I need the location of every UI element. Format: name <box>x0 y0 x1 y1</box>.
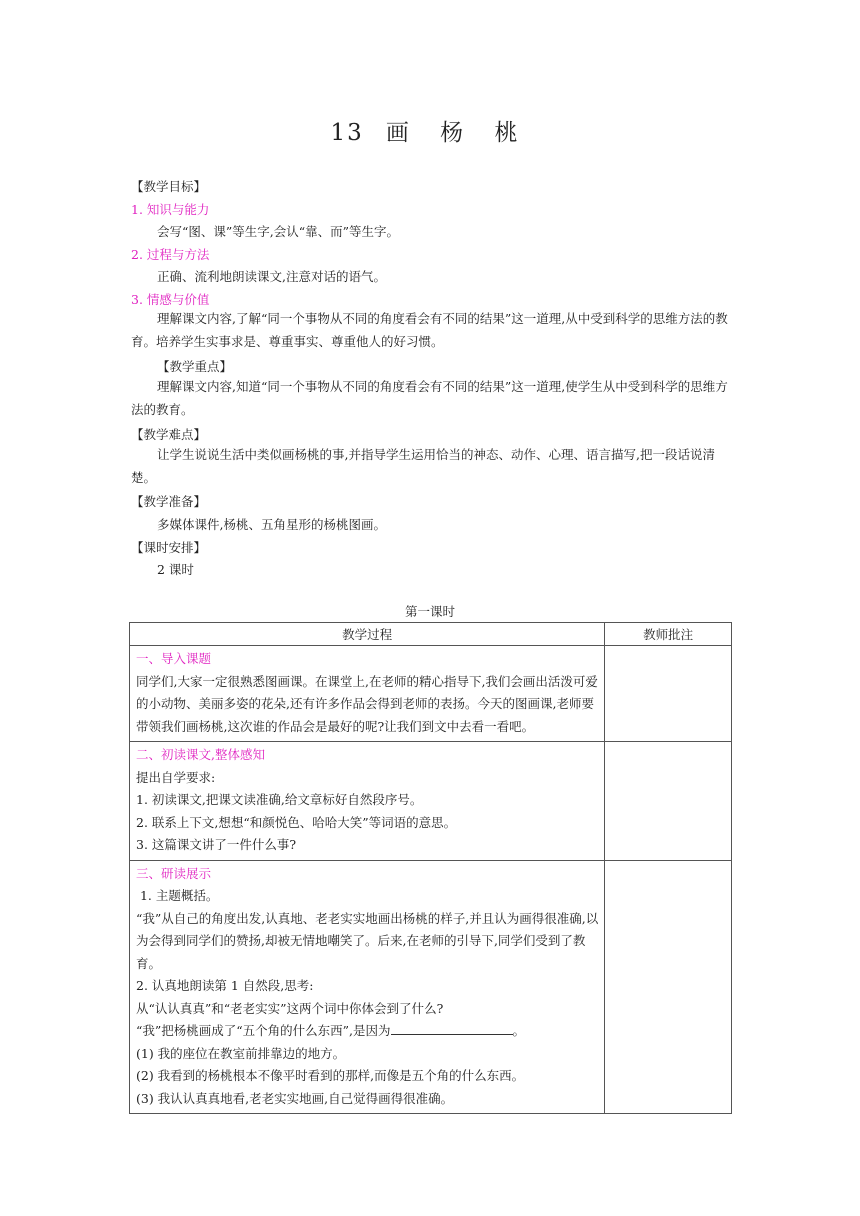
preparation-text: 多媒体课件,杨桃、五角星形的杨桃图画。 <box>157 517 386 532</box>
question-suffix: 。 <box>512 1023 526 1038</box>
process-cell <box>130 860 605 1114</box>
notes-column-header: 教师批注 <box>605 623 732 646</box>
process-column-header: 教学过程 <box>130 623 605 646</box>
step-text: 1. 初读课文,把课文读准确,给文章标好自然段序号。 <box>136 792 423 807</box>
lesson-process-table <box>129 622 732 1114</box>
difficulty-text: 让学生说说生活中类似画杨桃的事,并指导学生运用恰当的神态、动作、心理、语言描写,把一段话说清楚。 <box>131 447 715 485</box>
step-text: 同学们,大家一定很熟悉图画课。在课堂上,在老师的精心指导下,我们会画出活泼可爱的小动物、美丽多姿的花朵,还有许多作品会得到老师的表扬。今天的图画课,老师要带领我们画杨桃,这次谁的作品会是最好的呢?让我们到文中去看一看吧。 <box>136 673 598 734</box>
objective-3-heading: 3. 情感与价值 <box>131 292 210 307</box>
fill-in-question <box>136 1020 598 1043</box>
notes-cell <box>605 646 732 742</box>
objective-2-heading: 2. 过程与方法 <box>131 247 210 262</box>
notes-cell <box>605 860 732 1114</box>
step-heading: 二、初读课文,整体感知 <box>136 747 265 762</box>
step-text: 从“认认真真”和“老老实实”这两个词中你体会到了什么? <box>136 1000 444 1016</box>
schedule-heading: 【课时安排】 <box>131 540 207 555</box>
answer-option: (1) 我的座位在教室前排靠边的地方。 <box>136 1045 346 1061</box>
step-heading: 一、导入课题 <box>136 651 212 666</box>
process-cell <box>130 742 605 861</box>
schedule-text: 2 课时 <box>157 562 194 577</box>
answer-option: (3) 我认认真真地看,老老实实地画,自己觉得画得很准确。 <box>136 1090 454 1106</box>
page-title <box>0 114 860 147</box>
answer-option: (2) 我看到的杨桃根本不像平时看到的那样,而像是五个角的什么东西。 <box>136 1068 525 1083</box>
preparation-heading: 【教学准备】 <box>131 494 207 509</box>
step-text: “我”从自己的角度出发,认真地、老老实实地画出杨桃的样子,并且认为画得很准确,以为会得到同学们的赞扬,却被无情地嘲笑了。后来,在老师的引导下,同学们受到了教育。 <box>136 910 599 971</box>
answer-blank[interactable] <box>391 1022 513 1035</box>
objective-1-heading: 1. 知识与能力 <box>131 202 210 217</box>
key-points-heading: 【教学重点】 <box>157 359 233 374</box>
lesson-number: 13 <box>330 120 364 146</box>
objective-1-text: 会写“图、课”等生字,会认“靠、而”等生字。 <box>157 224 400 239</box>
step-text: 2. 联系上下文,想想“和颜悦色、哈哈大笑”等词语的意思。 <box>136 814 457 830</box>
step-text: 3. 这篇课文讲了一件什么事? <box>136 837 297 852</box>
process-cell <box>130 646 605 742</box>
key-points-text: 理解课文内容,知道“同一个事物从不同的角度看会有不同的结果”这一道理,使学生从中受到科学的思维方法的教育。 <box>131 379 728 417</box>
lesson-title: 画 杨 桃 <box>385 120 530 146</box>
objective-2-text: 正确、流利地朗读课文,注意对话的语气。 <box>157 269 386 284</box>
table-row <box>130 860 732 1114</box>
difficulty-heading: 【教学难点】 <box>131 427 207 442</box>
step-text: 2. 认真地朗读第 1 自然段,思考: <box>136 978 314 993</box>
step-heading: 三、研读展示 <box>136 865 212 881</box>
section-title: 第一课时 <box>404 604 455 619</box>
notes-cell <box>605 742 732 861</box>
step-text: 提出自学要求: <box>136 769 216 785</box>
table-row <box>130 646 732 742</box>
table-header-row <box>130 623 732 646</box>
step-text: 1. 主题概括。 <box>136 888 219 903</box>
table-row <box>130 742 732 861</box>
question-prefix: “我”把杨桃画成了“五个角的什么东西”,是因为 <box>136 1023 391 1038</box>
objectives-heading: 【教学目标】 <box>131 179 207 194</box>
objective-3-text: 理解课文内容,了解“同一个事物从不同的角度看会有不同的结果”这一道理,从中受到科学的思维方法的教育。培养学生实事求是、尊重事实、尊重他人的好习惯。 <box>131 311 728 349</box>
